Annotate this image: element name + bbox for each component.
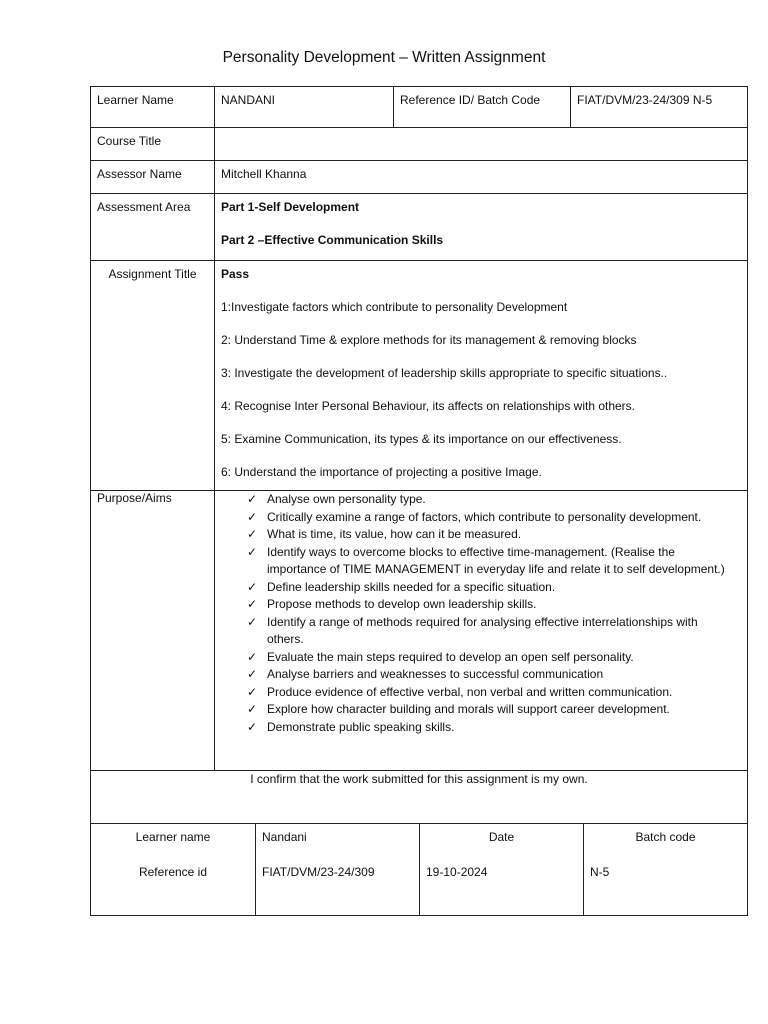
footer-learner-name: Nandani <box>262 830 307 844</box>
purpose-value <box>214 490 748 771</box>
checkmark-icon: ✓ <box>247 684 258 699</box>
purpose-label: Purpose/Aims <box>90 490 215 771</box>
purpose-item-text: Critically examine a range of factors, which contribute to personality development. <box>267 509 702 524</box>
purpose-item-text: Propose methods to develop own leadership skills. <box>267 597 537 611</box>
footer-labels-cell <box>90 823 256 916</box>
purpose-item-text: Identify ways to overcome blocks to effective time-management. (Realise the importance of TIME MANAGEMENT in everyday life and relate it to self development.) <box>267 544 725 576</box>
course-title-value <box>214 127 748 161</box>
course-title-label: Course Title <box>90 127 215 161</box>
assignment-item: 1:Investigate factors which contribute to personality Development <box>221 300 568 314</box>
footer-reference-id-label: Reference id <box>138 865 208 879</box>
purpose-item <box>215 544 733 579</box>
purpose-item <box>215 719 733 737</box>
assessment-area-value <box>214 193 748 261</box>
purpose-item <box>215 684 733 702</box>
purpose-item-text: What is time, its value, how can it be measured. <box>267 527 522 541</box>
purpose-item-text: Explore how character building and morals will support career development. <box>267 702 670 716</box>
declaration: I confirm that the work submitted for this assignment is my own. <box>90 770 748 824</box>
learner-name-value: NANDANI <box>214 86 394 128</box>
footer-batch: N-5 <box>590 865 610 879</box>
footer-reference-id: FIAT/DVM/23-24/309 <box>262 865 375 879</box>
purpose-item <box>215 596 733 614</box>
purpose-item-text: Produce evidence of effective verbal, non verbal and written communication. <box>267 684 673 699</box>
purpose-item <box>215 509 733 527</box>
reference-id-label: Reference ID/ Batch Code <box>393 86 571 128</box>
assignment-grade: Pass <box>221 267 250 281</box>
assignment-item: 2: Understand Time & explore methods for its management & removing blocks <box>221 333 637 347</box>
checkmark-icon: ✓ <box>247 702 258 716</box>
footer-batch-label: Batch code <box>635 830 696 844</box>
purpose-item <box>215 526 733 544</box>
learner-name-label: Learner Name <box>90 86 215 128</box>
checkmark-icon: ✓ <box>247 614 258 629</box>
footer-values-cell <box>255 823 420 916</box>
checkmark-icon: ✓ <box>247 579 258 594</box>
purpose-item-text: Define leadership skills needed for a specific situation. <box>267 579 556 594</box>
footer-date: 19-10-2024 <box>426 865 488 879</box>
assignment-item: 3: Investigate the development of leadership skills appropriate to specific situations.. <box>221 366 668 380</box>
purpose-list <box>215 491 733 736</box>
purpose-item-text: Evaluate the main steps required to develop an open self personality. <box>267 649 634 664</box>
purpose-item-text: Analyse own personality type. <box>267 492 426 506</box>
reference-id-value: FIAT/DVM/23-24/309 N-5 <box>570 86 748 128</box>
checkmark-icon: ✓ <box>247 527 258 541</box>
checkmark-icon: ✓ <box>247 597 258 611</box>
assignment-title-value <box>214 260 748 491</box>
purpose-item-text: Analyse barriers and weaknesses to successful communication <box>267 667 604 681</box>
purpose-item <box>215 614 733 649</box>
assessment-area-label: Assessment Area <box>90 193 215 261</box>
checkmark-icon: ✓ <box>247 649 258 664</box>
assessment-part-2: Part 2 –Effective Communication Skills <box>221 233 444 247</box>
assessor-value: Mitchell Khanna <box>214 160 748 194</box>
purpose-item <box>215 666 733 684</box>
footer-date-cell <box>419 823 584 916</box>
document-title: Personality Development – Written Assignment <box>222 49 546 66</box>
purpose-item <box>215 491 733 509</box>
purpose-item-text: Identify a range of methods required for analysing effective interrelationships with others. <box>267 614 698 646</box>
footer-date-label: Date <box>488 830 515 844</box>
footer-learner-name-label: Learner name <box>135 830 211 844</box>
checkmark-icon: ✓ <box>247 492 258 506</box>
purpose-item <box>215 701 733 719</box>
assignment-title-label: Assignment Title <box>90 260 215 491</box>
assignment-item: 6: Understand the importance of projecting a positive Image. <box>221 465 542 479</box>
checkmark-icon: ✓ <box>247 719 258 734</box>
assessment-part-1: Part 1-Self Development <box>221 200 360 214</box>
purpose-item <box>215 649 733 667</box>
checkmark-icon: ✓ <box>247 667 258 681</box>
purpose-item <box>215 579 733 597</box>
footer-batch-cell <box>583 823 748 916</box>
checkmark-icon: ✓ <box>247 544 258 559</box>
assignment-item: 4: Recognise Inter Personal Behaviour, its affects on relationships with others. <box>221 399 636 413</box>
assessor-label: Assessor Name <box>90 160 215 194</box>
assignment-item: 5: Examine Communication, its types & its importance on our effectiveness. <box>221 432 622 446</box>
purpose-item-text: Demonstrate public speaking skills. <box>267 719 455 734</box>
checkmark-icon: ✓ <box>247 509 258 524</box>
